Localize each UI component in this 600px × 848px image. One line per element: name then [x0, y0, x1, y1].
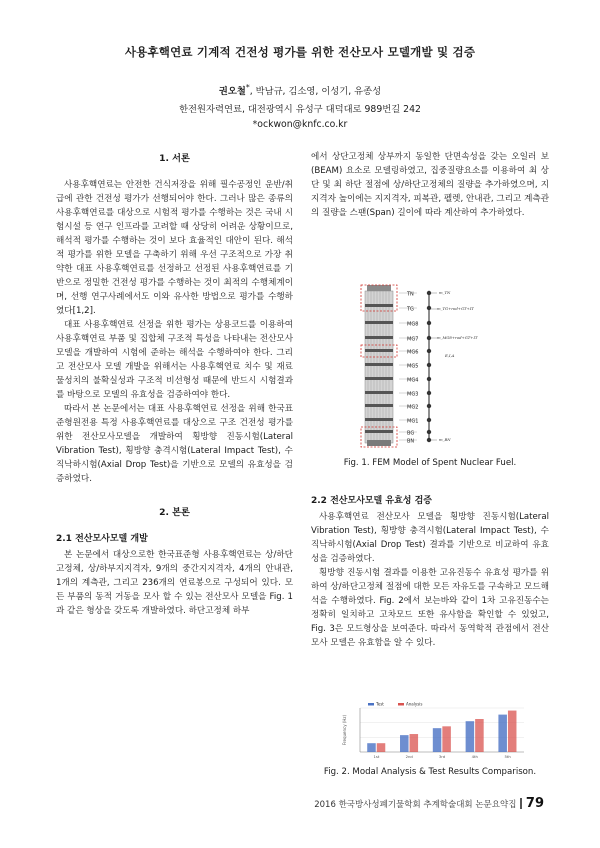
fig2-caption: Fig. 2. Modal Analysis & Test Results Comparison. — [323, 767, 537, 777]
chart-bar-test — [433, 728, 442, 752]
fig1-node — [427, 363, 431, 367]
chart-bar-test — [498, 715, 507, 752]
fig1-annotation: m_TG+rod+GT+IT — [437, 306, 474, 311]
subsection-model-heading: 2.1 전산모사모델 개발 — [56, 534, 148, 544]
fig1-node-label: MG7 — [407, 336, 419, 343]
intro-paragraph-1: 사용후핵연료는 안전한 건식저장을 위해 필수공정인 운반/취급에 관한 건전성 평가가 선행되어야 한다. 그러나 많은 종류의 사용후핵연료를 대상으로 시험적 평가를 수행하는 것은 국내 시험시설 등 연구 인프라를 고려할 때 상당히 어려운 상황이므로, 해석적 평가를 수행하는 것이 보다 효율적인 대안이 된다. 해석적 평가를 위한 모델을 구축하기 위해 우선 구조적으로 가장 취약한 대표 사용후핵연료를 선정하고 선정된 사용후핵연료를 기반으로 정밀한 건전성 평가를 수행하는 것이 최적의 수행체계이며, 선행 연구사례에서도 이와 유사한 방법으로 평가를 수행하였다[1,2]. — [56, 180, 293, 316]
fig1-node-label: MG4 — [407, 377, 419, 384]
chart-bar-test — [400, 735, 409, 752]
footer-separator — [520, 798, 522, 809]
subsection-validation — [311, 486, 549, 650]
fig1-annotation: m_MG8+rod+GT+IT — [437, 335, 478, 340]
fig1-node-label: MG8 — [407, 321, 419, 328]
validation-paragraph-2: 횡방향 진동시험 결과를 이용한 고유진동수 유효성 평가를 위하여 상/하단고정체 절점에 대한 모든 자유도를 구속하고 모드해석을 수행하였다. Fig. 2에서 보는바와 같이 1차 고유진동수는 정확히 일치하고 고차모드 또한 유사함을 확인할 수 있었고, Fig. 3은 모드형상을 보여준다. 따라서 동역학적 관점에서 전산모사 모델은 유효함을 알 수 있다. — [311, 568, 549, 648]
fig1-node — [427, 430, 431, 434]
chart-bar-test — [367, 743, 376, 752]
chart-legend-label: Test — [376, 701, 384, 707]
lead-author: 권오철 — [218, 86, 246, 98]
paper-title: 사용후핵연료 기계적 건전성 평가를 위한 전산모사 모델개발 및 검증 — [124, 45, 476, 59]
fuel-assembly-image — [361, 285, 397, 447]
left-column — [56, 150, 293, 618]
fig1-node-label: BG — [407, 430, 415, 437]
fig1-node-label: BN — [407, 438, 415, 445]
chart-bar-analysis — [475, 719, 484, 752]
model-paragraph-continued: 에서 상단고정체 상부까지 동일한 단면속성을 갖는 오일러 보(BEAM) 요소로 모델링하였고, 집중질량요소를 이용하여 최 상단 및 최 하단 절점에 상/하단고정체의 질량을 추가하였으며, 지지격자 높이에는 지지격자, 피복관, 펠렛, 안내관, 그리고 계측관의 질량을 스팬(Span) 길이에 따라 계산하여 추가하였다. — [311, 152, 549, 218]
chart-y-label: Frequency (Hz) — [342, 714, 347, 746]
co-authors: , 박남규, 김소영, 이성기, 유종성 — [249, 86, 382, 98]
fig1-node-label: MG5 — [407, 363, 419, 370]
chart-x-tick-label: 3rd — [438, 754, 446, 759]
footer-proceedings: 2016 한국방사성폐기물학회 추계학술대회 논문요약집 — [314, 799, 517, 810]
fig1-fem-model — [355, 283, 505, 448]
corresponding-mark: * — [245, 83, 250, 92]
fig1-annotation: E,I,A — [445, 353, 455, 358]
fig1-node-label: TN — [407, 291, 414, 298]
author-line — [40, 83, 560, 97]
fig1-node — [427, 349, 431, 353]
fig1-annotation: m_TN — [439, 290, 451, 295]
chart-legend-swatch — [368, 703, 374, 706]
chart-bar-analysis — [377, 743, 386, 752]
fig1-node — [427, 336, 431, 340]
intro-paragraph-2: 대표 사용후핵연료 선정을 위한 평가는 상용코드를 이용하여 사용후핵연료 부품 및 집합체 구조적 특성을 나타내는 전산모사 모델을 개발하여 시험에 준하는 해석을 수행하여야 한다. 그리고 전산모사 모델 개발을 위해서는 사용후핵연료 치수 및 재료물성치의 불확실성과 구조적 비선형성 때문에 반드시 시험결과를 바탕으로 모델의 유효성을 검증하여야 한다. — [56, 320, 293, 400]
fig1-node-label: MG3 — [407, 391, 419, 398]
fig1-node — [427, 438, 431, 442]
fig1-node — [427, 321, 431, 325]
chart-x-tick-label: 4th — [471, 754, 478, 759]
author-email: *ockwon@knfc.co.kr — [252, 119, 348, 130]
intro-paragraph-3: 따라서 본 논문에서는 대표 사용후핵연료 선정을 위해 한국표준형원전용 특정 사용후핵연료를 대상으로 구조 건전성 평가를 위한 전산모사모델을 개발하여 횡방향 진동시험(Lateral Vibration Test), 횡방향 충격시험(Lateral Impact Test), 수직낙하시험(Axial Drop Test)을 기반으로 모델의 유효성을 검증하였다. — [56, 404, 293, 484]
chart-x-tick-label: 2nd — [405, 754, 413, 759]
fig1-node-label: MG6 — [407, 349, 419, 356]
validation-paragraph-1: 사용후핵연료 전산모사 모델을 횡방향 진동시험(Lateral Vibration Test), 횡방향 충격시험(Lateral Impact Test), 수직낙하시험(Axial Drop Test) 결과를 기반으로 비교하여 유효성을 검증하였다. — [311, 512, 549, 564]
chart-bar-test — [466, 721, 475, 752]
chart-legend-swatch — [398, 703, 404, 706]
fig1-node — [427, 377, 431, 381]
fig1-node — [427, 404, 431, 408]
chart-x-tick-label: 1st — [373, 754, 380, 759]
beam-line-model — [399, 290, 478, 445]
chart-x-tick-label: 5th — [504, 754, 511, 759]
section-main-heading: 2. 본론 — [159, 507, 190, 518]
fig1-node — [427, 391, 431, 395]
affiliation: 한전원자력연료, 대전광역시 유성구 대덕대로 989번길 242 — [179, 104, 421, 115]
fig1-annotation: m_BN — [439, 437, 451, 442]
page-number: 79 — [525, 796, 544, 811]
model-paragraph-1: 본 논문에서 대상으로한 한국표준형 사용후핵연료는 상/하단고정체, 상/하부지지격자, 9개의 중간지지격자, 4개의 안내관, 1개의 계측관, 그리고 236개의 연료봉으로 구성되어 있다. 모든 부품의 동적 거동을 모사 할 수 있는 전산모사 모델을 Fig. 1과 같은 형상을 갖도록 개발하였다. 하단고정체 하부 — [56, 550, 293, 616]
fig1-node-label: MG1 — [407, 418, 419, 425]
chart-legend-label: Analysis — [406, 701, 423, 707]
page-footer — [314, 796, 544, 811]
chart-bar-analysis — [410, 734, 419, 752]
fig1-node — [427, 418, 431, 422]
chart-bar-analysis — [508, 711, 517, 752]
fig2-bar-chart — [338, 700, 530, 762]
subsection-validation-heading: 2.2 전산모사모델 유효성 검증 — [311, 496, 432, 506]
fig1-node-label: TG — [407, 306, 414, 313]
fig1-caption: Fig. 1. FEM Model of Spent Nuclear Fuel. — [343, 458, 517, 468]
section-introduction-heading: 1. 서론 — [159, 153, 190, 164]
fig1-node-label: MG2 — [407, 404, 419, 411]
fig1-node — [427, 306, 431, 310]
fig1-node — [427, 291, 431, 295]
chart-bar-analysis — [442, 726, 451, 752]
